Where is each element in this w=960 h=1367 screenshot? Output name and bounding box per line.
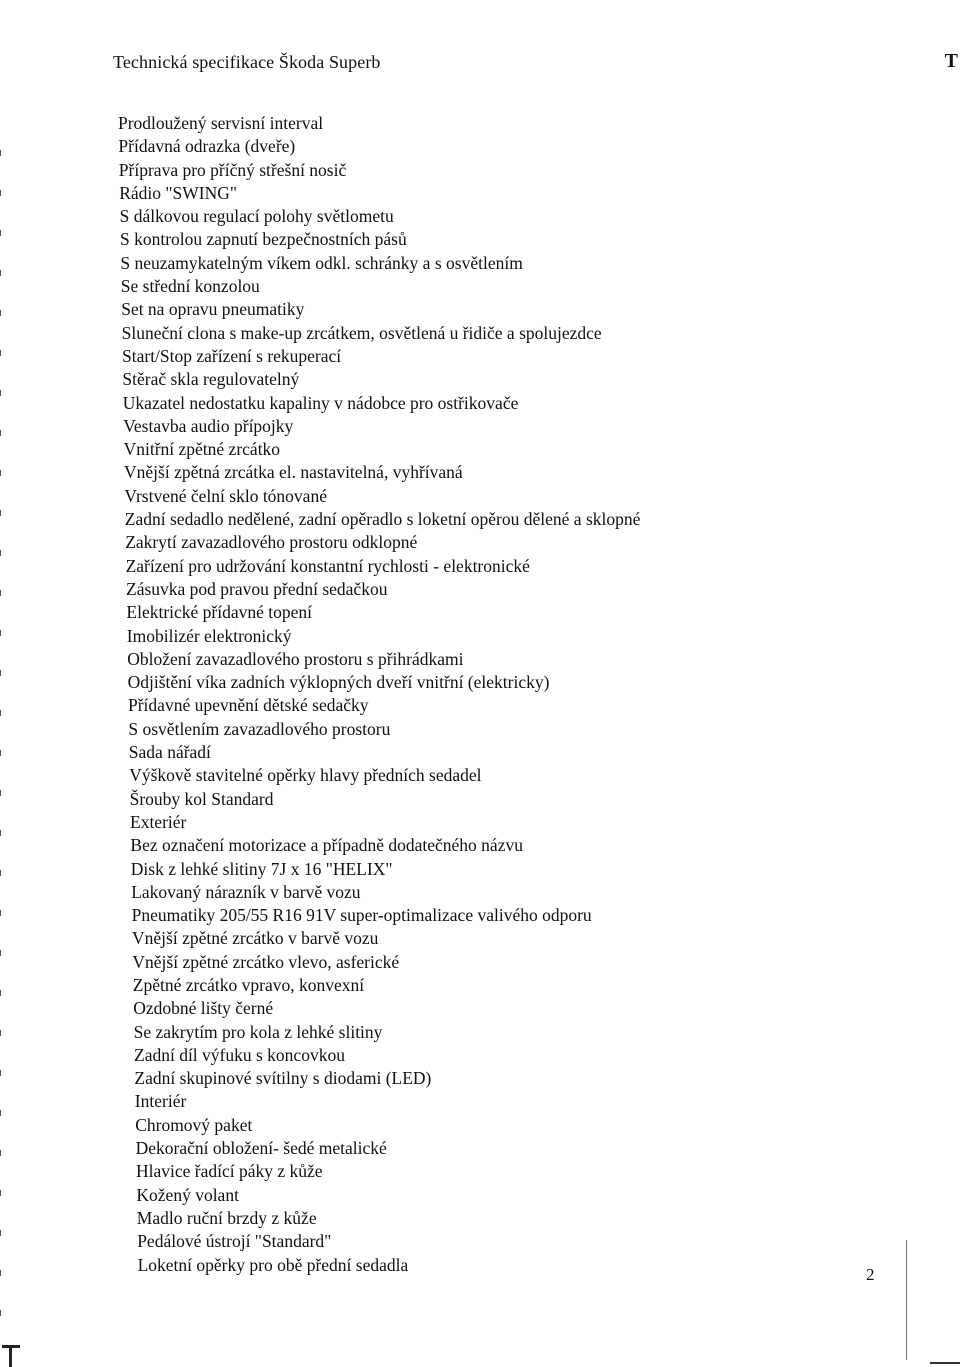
spec-list-item: Loketní opěrky pro obě přední sedadla [137, 1254, 409, 1275]
spec-list-item: Elektrické přídavné topení [126, 602, 313, 623]
spec-list-item: Rádio "SWING" [119, 182, 238, 203]
spec-list-item: Zařízení pro udržování konstantní rychlosti - elektronické [125, 555, 530, 576]
corner-crop-mark-vertical [9, 1345, 12, 1367]
spec-list-item: Se zakrytím pro kola z lehké slitiny [133, 1021, 383, 1042]
spec-list-item: Ukazatel nedostatku kapaliny v nádobce pro ostřikovače [122, 392, 519, 413]
spec-list-item: Vnější zpětná zrcátka el. nastavitelná, vyhřívaná [124, 462, 463, 483]
spec-list-item: Imobilizér elektronický [126, 625, 292, 646]
spec-list-item: Přídavné upevnění dětské sedačky [128, 695, 369, 716]
spec-list-item: Pneumatiky 205/55 R16 91V super-optimalizace valivého odporu [131, 905, 592, 926]
spec-list-item: Příprava pro příčný střešní nosič [118, 159, 347, 180]
spec-list-item: Vnější zpětné zrcátko vlevo, asferické [132, 951, 400, 972]
spec-list-item: S osvětlením zavazadlového prostoru [128, 718, 391, 739]
spec-list-item: Stěrač skla regulovatelný [122, 369, 300, 390]
page-number: 2 [866, 1265, 875, 1284]
spec-list-item: Ozdobné lišty černé [133, 998, 274, 1019]
spec-list-item: Set na opravu pneumatiky [121, 299, 305, 320]
spec-list-item: Prodloužený servisní interval [118, 113, 324, 133]
spec-list-item: Sluneční clona s make-up zrcátkem, osvětlená u řidiče a spolujezdce [121, 322, 602, 343]
spec-list-item: Vrstvené čelní sklo tónované [124, 485, 327, 506]
spec-list-item: Bez označení motorizace a případně dodatečného názvu [130, 835, 523, 856]
spec-list-item: Dekorační obložení- šedé metalické [135, 1138, 387, 1159]
spec-list-item: Odjištění víka zadních výklopných dveří vnitřní (elektricky) [127, 672, 550, 693]
spec-list-item: Pedálové ústrojí "Standard" [137, 1231, 332, 1252]
cut-off-edge-letter: T [944, 50, 958, 72]
spec-list-item: Lakovaný nárazník v barvě vozu [131, 881, 361, 902]
spec-list-item: Zadní skupinové svítilny s diodami (LED) [134, 1068, 432, 1089]
scan-margin-line-left [0, 150, 1, 1330]
spec-list-item: Exteriér [130, 811, 187, 832]
spec-list-item: Vnitřní zpětné zrcátko [123, 439, 281, 460]
page-title: Technická specifikace Škoda Superb [113, 52, 381, 72]
spec-list-item: Přídavná odrazka (dveře) [118, 136, 296, 157]
specification-list [118, 112, 640, 1277]
spec-list-item: Zadní díl výfuku s koncovkou [134, 1044, 345, 1065]
spec-list-item: Hlavice řadící páky z kůže [136, 1161, 323, 1182]
spec-list-item: Madlo ruční brzdy z kůže [136, 1207, 317, 1228]
spec-list-item: Zakrytí zavazadlového prostoru odklopné [125, 532, 418, 553]
spec-list-item: Vestavba audio přípojky [123, 415, 294, 436]
spec-list-item: Chromový paket [135, 1114, 253, 1135]
spec-list-item: Sada nářadí [128, 742, 211, 763]
spec-list-item: Výškově stavitelné opěrky hlavy předních sedadel [129, 765, 482, 786]
bottom-edge-line [930, 1362, 960, 1364]
spec-list-item: Kožený volant [136, 1184, 239, 1205]
spec-list-item: S neuzamykatelným víkem odkl. schránky a s osvětlením [120, 252, 523, 273]
spec-list-item: Zpětné zrcátko vpravo, konvexní [132, 974, 365, 995]
spec-list-item: Vnější zpětné zrcátko v barvě vozu [132, 928, 379, 949]
spec-list-item: Zásuvka pod pravou přední sedačkou [126, 578, 388, 599]
spec-list-item: Šrouby kol Standard [129, 788, 274, 809]
spec-list-item: Interiér [134, 1091, 187, 1112]
spec-list-item: S kontrolou zapnutí bezpečnostních pásů [120, 229, 407, 250]
spec-list-item: Se střední konzolou [120, 276, 260, 297]
spec-list-item: Disk z lehké slitiny 7J x 16 "HELIX" [130, 858, 393, 879]
spec-list-item: Obložení zavazadlového prostoru s přihrádkami [127, 648, 464, 669]
scan-margin-line-right [906, 1240, 907, 1360]
spec-list-item: S dálkovou regulací polohy světlometu [119, 206, 394, 227]
spec-list-item: Zadní sedadlo nedělené, zadní opěradlo s loketní opěrou dělené a sklopné [124, 509, 641, 530]
spec-list-item: Start/Stop zařízení s rekuperací [122, 345, 342, 366]
